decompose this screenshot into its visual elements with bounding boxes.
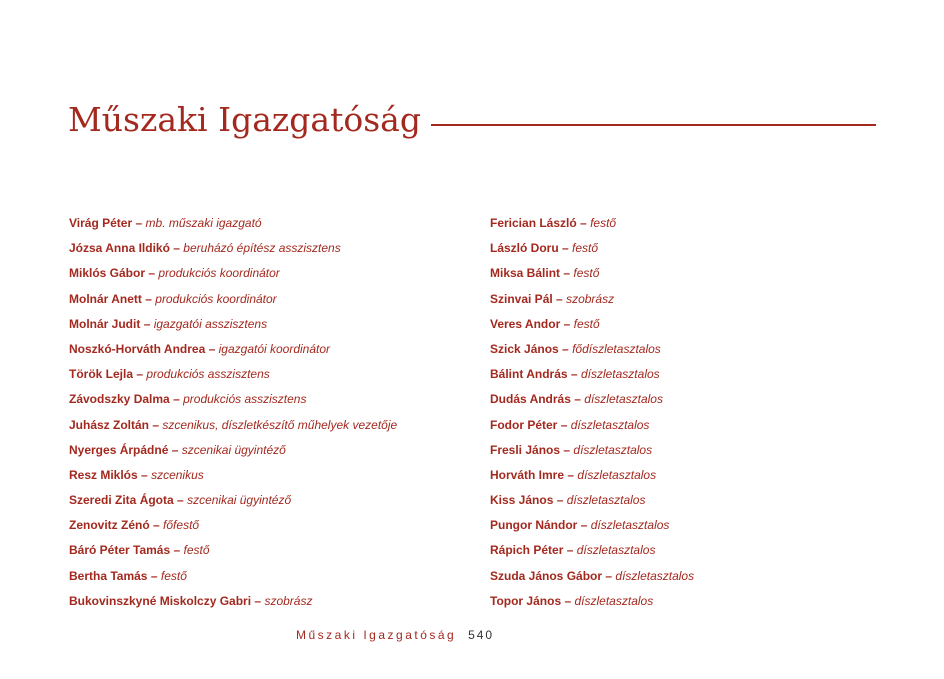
staff-name: Ferician László — [490, 216, 577, 230]
staff-entry — [490, 287, 694, 312]
staff-name: Rápich Péter — [490, 543, 564, 558]
separator-dash: – — [143, 316, 151, 331]
staff-entry — [490, 589, 694, 614]
staff-entry — [69, 413, 397, 438]
staff-role: díszletasztalos — [577, 467, 657, 482]
staff-entry — [490, 337, 694, 362]
staff-name: László Doru — [490, 241, 559, 256]
staff-name: Veres Andor — [490, 316, 561, 331]
separator-dash: – — [605, 568, 613, 583]
staff-entry — [69, 513, 397, 538]
staff-role: díszletasztalos — [590, 518, 670, 533]
separator-dash: – — [574, 392, 581, 407]
staff-name: Szinvai Pál — [490, 291, 553, 306]
staff-role: festő — [573, 266, 600, 281]
staff-role: szcenikus — [151, 467, 204, 482]
staff-entry — [490, 211, 694, 236]
staff-entry — [69, 438, 397, 463]
staff-role: produkciós koordinátor — [158, 266, 280, 281]
staff-role: szobrász — [566, 291, 615, 306]
staff-name: Kiss János — [490, 493, 554, 508]
separator-dash: – — [152, 417, 160, 432]
separator-dash: – — [150, 568, 158, 583]
separator-dash: – — [173, 241, 180, 256]
staff-role: díszletasztalos — [615, 568, 695, 583]
staff-entry — [490, 463, 694, 488]
separator-dash: – — [566, 543, 574, 558]
staff-role: produkciós asszisztens — [146, 367, 270, 382]
separator-dash: – — [563, 266, 571, 281]
staff-name: Török Lejla — [69, 367, 134, 382]
staff-role: igazgatói asszisztens — [153, 316, 268, 331]
staff-role: díszletasztalos — [576, 543, 656, 558]
staff-name: Szick János — [490, 341, 559, 356]
staff-entry — [69, 564, 397, 589]
staff-list-right — [490, 211, 694, 614]
staff-entry — [69, 337, 397, 362]
staff-role: festő — [183, 543, 210, 558]
staff-entry — [69, 488, 397, 513]
staff-list-left — [69, 211, 397, 614]
separator-dash: – — [136, 367, 144, 382]
staff-name: Molnár Judit — [69, 316, 141, 331]
staff-role: díszletasztalos — [574, 593, 654, 608]
staff-name: Szuda János Gábor — [490, 568, 603, 583]
staff-name: Topor János — [490, 593, 562, 608]
staff-name: Józsa Anna Ildikó — [69, 241, 170, 256]
staff-role: szcenikus, díszletkészítő műhelyek vezetője — [162, 417, 398, 432]
separator-dash: – — [177, 493, 184, 508]
staff-role: főfestő — [163, 518, 200, 533]
staff-entry — [69, 261, 397, 286]
separator-dash: – — [563, 316, 571, 331]
separator-dash: – — [580, 518, 588, 533]
separator-dash: – — [171, 442, 179, 457]
staff-entry — [490, 236, 694, 261]
staff-name: Molnár Anett — [69, 291, 142, 306]
separator-dash: – — [562, 341, 569, 356]
staff-entry — [490, 438, 694, 463]
separator-dash: – — [564, 593, 572, 608]
staff-name: Nyerges Árpádné — [69, 442, 169, 457]
staff-role: díszletasztalos — [580, 367, 660, 382]
staff-entry — [490, 413, 694, 438]
staff-role: beruházó építész asszisztens — [183, 241, 341, 256]
staff-name: Miksa Bálint — [490, 266, 561, 281]
staff-role: fődíszletasztalos — [572, 341, 661, 356]
staff-role: festő — [590, 216, 617, 230]
separator-dash: – — [567, 467, 575, 482]
staff-name: Bertha Tamás — [69, 568, 148, 583]
title-rule — [431, 124, 876, 126]
staff-entry — [490, 362, 694, 387]
staff-name: Noszkó-Horváth Andrea — [69, 341, 206, 356]
separator-dash: – — [148, 266, 156, 281]
separator-dash: – — [141, 467, 148, 482]
staff-entry — [490, 538, 694, 563]
separator-dash: – — [570, 367, 578, 382]
separator-dash: – — [153, 518, 160, 533]
staff-name: Horváth Imre — [490, 467, 565, 482]
staff-entry — [69, 387, 397, 412]
separator-dash: – — [173, 392, 180, 407]
staff-role: díszletasztalos — [566, 493, 646, 508]
staff-role: festő — [160, 568, 187, 583]
separator-dash: – — [254, 593, 262, 608]
staff-entry — [490, 513, 694, 538]
staff-entry — [69, 589, 397, 614]
staff-entry — [69, 287, 397, 312]
staff-role: festő — [573, 316, 600, 331]
staff-name: Báró Péter Tamás — [69, 543, 171, 558]
staff-name: Szeredi Zita Ágota — [69, 493, 174, 508]
page-title: Műszaki Igazgatóság — [68, 100, 421, 139]
staff-name: Zenovitz Zénó — [69, 518, 150, 533]
staff-entry — [69, 362, 397, 387]
staff-entry — [69, 312, 397, 337]
staff-role: szcenikai ügyintéző — [187, 493, 292, 508]
separator-dash: – — [145, 291, 152, 306]
staff-role: festő — [572, 241, 599, 256]
staff-role: produkciós koordinátor — [155, 291, 277, 306]
staff-entry — [490, 312, 694, 337]
staff-entry — [490, 564, 694, 589]
separator-dash: – — [560, 417, 568, 432]
staff-name: Resz Miklós — [69, 467, 138, 482]
staff-name: Bukovinszkyné Miskolczy Gabri — [69, 593, 252, 608]
staff-name: Juhász Zoltán — [69, 417, 150, 432]
separator-dash: – — [556, 493, 564, 508]
separator-dash: – — [563, 442, 571, 457]
separator-dash: – — [173, 543, 181, 558]
staff-role: szobrász — [264, 593, 313, 608]
page-header — [68, 90, 876, 140]
staff-entry — [69, 538, 397, 563]
staff-entry — [69, 211, 397, 236]
separator-dash: – — [562, 241, 569, 256]
staff-role: díszletasztalos — [573, 442, 653, 457]
staff-name: Virág Péter — [69, 216, 133, 230]
staff-name: Miklós Gábor — [69, 266, 146, 281]
staff-name: Fresli János — [490, 442, 561, 457]
staff-role: szcenikai ügyintéző — [181, 442, 286, 457]
staff-entry — [490, 387, 694, 412]
staff-role: díszletasztalos — [584, 392, 663, 407]
separator-dash: – — [556, 291, 563, 306]
page-number: 540 — [468, 628, 495, 642]
staff-role: díszletasztalos — [570, 417, 650, 432]
separator-dash: – — [208, 341, 216, 356]
staff-name: Fodor Péter — [490, 417, 558, 432]
staff-role: produkciós asszisztens — [183, 392, 307, 407]
staff-entry — [490, 261, 694, 286]
staff-role: mb. műszaki igazgató — [145, 216, 262, 230]
staff-entry — [69, 463, 397, 488]
staff-name: Závodszky Dalma — [69, 392, 170, 407]
staff-name: Dudás András — [490, 392, 571, 407]
separator-dash: – — [580, 216, 587, 230]
separator-dash: – — [135, 216, 143, 230]
footer-section-title: Műszaki Igazgatóság — [296, 628, 457, 642]
staff-role: igazgatói koordinátor — [218, 341, 331, 356]
staff-entry — [490, 488, 694, 513]
page-footer — [296, 628, 494, 642]
staff-name: Bálint András — [490, 367, 568, 382]
staff-entry — [69, 236, 397, 261]
staff-name: Pungor Nándor — [490, 518, 578, 533]
